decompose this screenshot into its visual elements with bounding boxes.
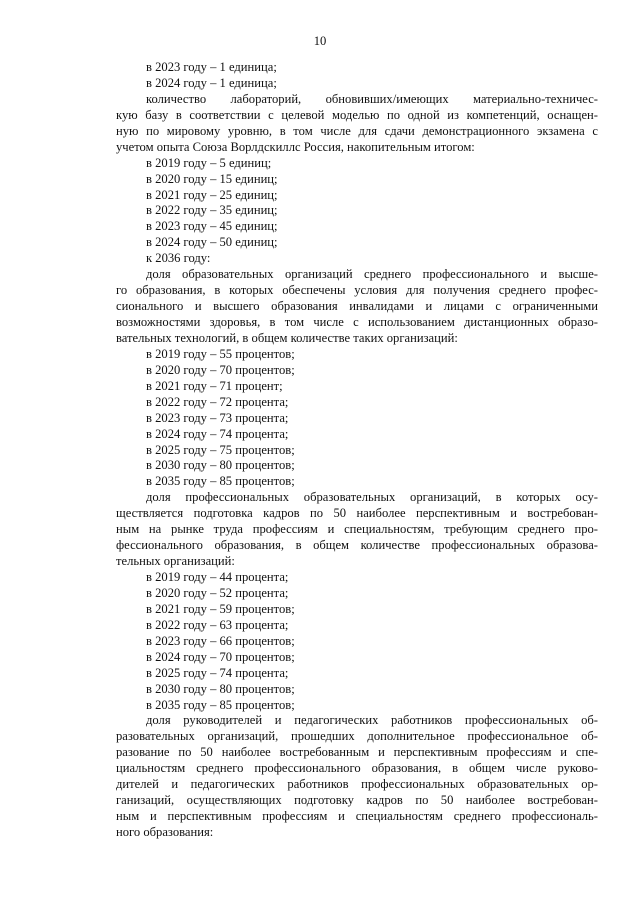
text-line: доля образовательных организаций среднего профессионального и высше- [146,267,598,282]
text-line: учетом опыта Союза Ворлдскиллс Россия, накопительным итогом: [116,139,475,154]
text-line: в 2019 году – 55 процентов; [146,346,295,361]
text-line: в 2035 году – 85 процентов; [146,474,295,489]
page-number: 10 [313,34,327,48]
text-line: в 2024 году – 50 единиц; [146,235,278,250]
text-line: дителей и педагогических работников профессиональных образовательных ор- [116,777,598,792]
text-line: в 2025 году – 74 процента; [146,665,289,680]
text-line: доля профессиональных образовательных организаций, в которых осу- [146,490,598,505]
text-line: ным на рынке труда профессиям и специальностям, требующим среднего про- [116,522,598,537]
text-line: ную по мировому уровню, в том числе для сдачи демонстрационного экзамена с [116,123,598,138]
text-line: в 2030 году – 80 процентов; [146,458,295,473]
text-line: фессионального образования, в общем количестве профессиональных образова- [116,538,598,553]
text-line: разовательных организаций, прошедших дополнительное профессиональное об- [116,729,598,744]
text-line: в 2025 году – 75 процентов; [146,442,295,457]
text-line: в 2024 году – 70 процентов; [146,649,295,664]
text-line: доля руководителей и педагогических работников профессиональных об- [146,713,598,728]
text-line: в 2019 году – 44 процента; [146,570,289,584]
text-line: в 2023 году – 66 процентов; [146,633,295,648]
document-body [116,60,598,841]
text-line: в 2021 году – 59 процентов; [146,601,295,616]
text-line: в 2020 году – 15 единиц; [146,171,278,186]
text-line: к 2036 году: [146,251,211,266]
text-line: в 2023 году – 1 единица; [146,60,277,74]
text-line: количество лабораторий, обновивших/имеющих материально-техничес- [146,91,598,106]
text-line: тельных организаций: [116,554,235,569]
text-line: ганизаций, осуществляющих подготовку кадров по 50 наиболее востребован- [116,793,598,808]
text-line: в 2022 году – 63 процента; [146,617,289,632]
text-line: в 2022 году – 35 единиц; [146,203,278,218]
text-line: вательных технологий, в общем количестве таких организаций: [116,330,458,345]
text-line: в 2024 году – 74 процента; [146,426,289,441]
text-line: в 2022 году – 72 процента; [146,394,289,409]
text-line: кую базу в соответствии с целевой моделью по одной из компетенций, оснащен- [116,107,598,122]
text-line: возможностями здоровья, в том числе с использованием дистанционных образо- [116,315,598,329]
text-line: в 2021 году – 25 единиц; [146,187,278,202]
text-line: в 2023 году – 73 процента; [146,410,289,425]
text-line: в 2021 году – 71 процент; [146,378,283,393]
text-line: в 2035 году – 85 процентов; [146,697,295,712]
text-line: в 2020 году – 52 процента; [146,585,289,600]
text-line: в 2019 году – 5 единиц; [146,155,272,170]
text-line: разование по 50 наиболее востребованным и перспективным профессиям и спе- [116,745,598,760]
text-line: в 2020 году – 70 процентов; [146,362,295,377]
text-line: в 2023 году – 45 единиц; [146,219,278,234]
text-line: го образования, в которых обеспечены условия для получения среднего профес- [116,283,598,298]
text-line: ным и перспективным профессиям и специальностям среднего профессиональ- [116,809,598,824]
text-line: сионального и высшего образования инвалидами и лицами с ограниченными [116,299,598,314]
text-line: ществляется подготовка кадров по 50 наиболее перспективным и востребован- [116,506,598,521]
text-line: ного образования: [116,825,214,839]
text-line: в 2024 году – 1 единица; [146,75,277,90]
text-line: в 2030 году – 80 процентов; [146,681,295,696]
text-line: циальностям среднего профессионального образования, в общем числе руково- [116,761,598,776]
